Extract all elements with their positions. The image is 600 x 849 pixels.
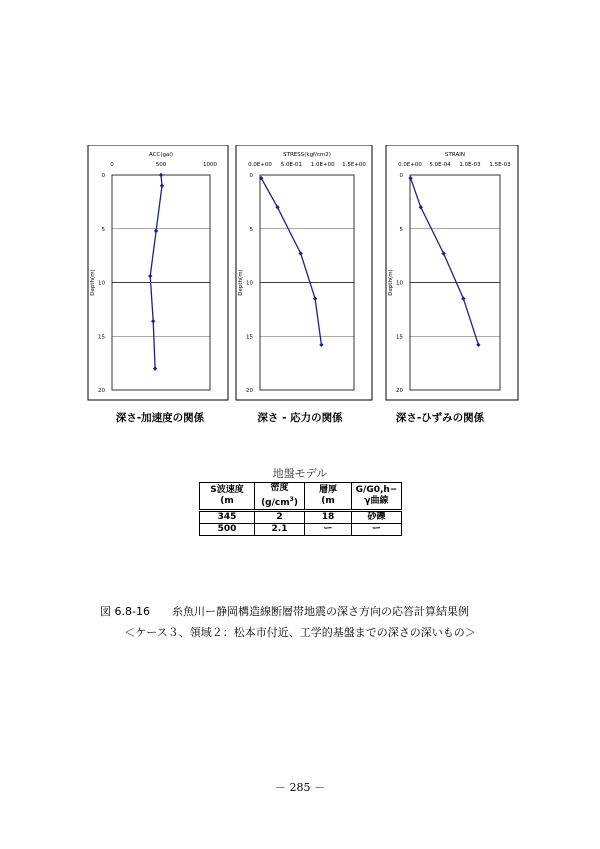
- y-tick-label: 15: [98, 334, 105, 341]
- page-number: － 285 －: [275, 781, 325, 794]
- density-header: 密度 $(g/cm^3)$: [255, 483, 305, 511]
- stress-chart-caption: 深さ - 応力の関係: [257, 412, 343, 424]
- y-tick-label: 20: [246, 388, 253, 394]
- curve-cell: ー: [352, 524, 402, 536]
- chart-panel-1: [236, 145, 372, 400]
- y-tick-label: 0: [249, 173, 253, 179]
- y-axis-label: Depth(m): [90, 269, 96, 296]
- y-tick-label: 5: [399, 226, 403, 233]
- strain-chart-caption: 深さ-ひずみの関係: [395, 412, 485, 424]
- vs-cell: 345: [200, 511, 255, 524]
- y-tick-label: 0: [399, 173, 403, 179]
- thickness-cell: 18: [305, 511, 352, 524]
- y-tick-label: 10: [396, 280, 403, 287]
- y-axis-label: Depth(m): [238, 269, 244, 296]
- acc-chart-caption: 深さ-加速度の関係: [115, 412, 205, 424]
- table-row: [200, 511, 402, 524]
- vs-cell: 500: [200, 524, 255, 536]
- x-tick-label: 1.0E-03: [459, 162, 481, 168]
- ground-model-table: [199, 482, 402, 536]
- thickness-header: 層厚 (m: [305, 483, 352, 511]
- chart-frame: [236, 145, 372, 400]
- y-tick-label: 0: [101, 173, 105, 179]
- x-tick-label: 0: [110, 162, 114, 168]
- x-tick-label: 1.5E+00: [342, 162, 366, 168]
- density-cell: 2: [255, 511, 305, 524]
- figure-caption: 図 6.8-16 糸魚川ー静岡構造線断層帯地震の深さ方向の応答計算結果例: [100, 605, 469, 618]
- vs-header: S波速度 (m: [200, 483, 255, 511]
- x-tick-label: 500: [155, 162, 167, 168]
- x-tick-label: 1.0E+00: [310, 162, 335, 168]
- density-cell: 2.1: [255, 524, 305, 536]
- x-tick-label: 5.0E-04: [429, 162, 451, 168]
- figure-subcaption: ＜ケース３、領域２：松本市付近、工学的基盤までの深さの深いもの＞: [124, 626, 476, 639]
- x-tick-label: 1000: [203, 162, 217, 168]
- x-tick-label: 5.0E-01: [280, 162, 302, 168]
- y-tick-label: 15: [396, 334, 403, 341]
- x-tick-label: 0.0E+00: [248, 162, 272, 168]
- x-tick-label: 0.0E+00: [398, 162, 422, 168]
- y-tick-label: 10: [98, 280, 105, 287]
- table-row: [200, 524, 402, 536]
- charts-area: [0, 145, 600, 405]
- chart-title: ACC(gal): [148, 152, 174, 158]
- y-tick-label: 20: [396, 388, 403, 394]
- ground-model-title: 地盤モデル: [272, 467, 328, 480]
- chart-title: STRESS(kgf/cm2): [283, 152, 331, 158]
- chart-title: STRAIN: [445, 152, 465, 158]
- curve-header: G/G0,h− γ曲線: [352, 483, 402, 511]
- y-tick-label: 20: [98, 388, 105, 394]
- y-axis-label: Depth(m): [388, 269, 394, 296]
- y-tick-label: 5: [101, 226, 105, 233]
- chart-frame: [88, 145, 228, 400]
- y-tick-label: 10: [246, 280, 253, 287]
- chart-panel-0: [88, 145, 228, 400]
- y-tick-label: 15: [246, 334, 253, 341]
- y-tick-label: 5: [249, 226, 253, 233]
- chart-panel-2: [386, 145, 518, 400]
- thickness-cell: ー: [305, 524, 352, 536]
- x-tick-label: 1.5E-03: [489, 162, 511, 168]
- curve-cell: 砂礫: [352, 511, 402, 524]
